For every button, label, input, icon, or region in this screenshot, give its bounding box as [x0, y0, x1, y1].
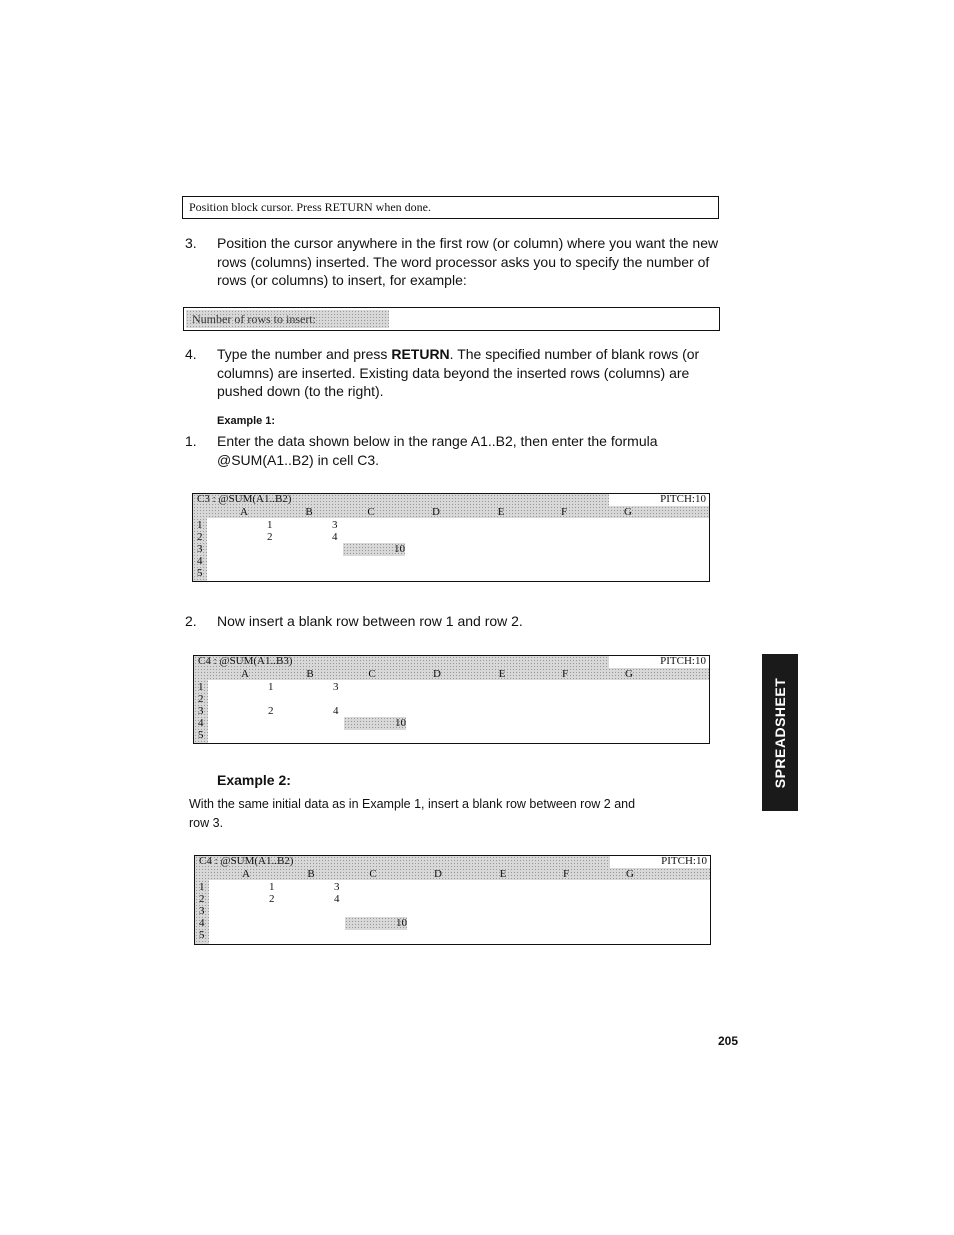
column-header: C: [368, 668, 376, 680]
example-2-description: [189, 795, 749, 833]
cell-value: 3: [334, 881, 340, 893]
cell-value: 4: [332, 531, 338, 543]
section-tab-label: SPREADSHEET: [772, 677, 788, 788]
step-3: [185, 234, 755, 290]
column-header: F: [562, 868, 570, 880]
column-header: B: [305, 506, 313, 518]
sheet-status-line: [193, 494, 609, 506]
step-number: 2.: [185, 613, 197, 629]
column-header: A: [240, 506, 248, 518]
row-header: 1: [197, 519, 203, 531]
sheet-status-line: [195, 856, 610, 868]
column-header: A: [241, 668, 249, 680]
column-header: D: [434, 868, 442, 880]
pitch-indicator: PITCH:10: [660, 493, 706, 505]
row-header: 5: [199, 929, 205, 941]
row-header: 2: [197, 531, 203, 543]
cell-value: 10: [396, 917, 407, 929]
cell-value: 1: [267, 519, 273, 531]
column-header: F: [560, 506, 568, 518]
row-header: 5: [197, 567, 203, 579]
pitch-indicator: PITCH:10: [661, 855, 707, 867]
step-line: Now insert a blank row between row 1 and row 2.: [217, 613, 523, 629]
row-header: 2: [199, 893, 205, 905]
row-header: 3: [197, 543, 203, 555]
column-header: D: [433, 668, 441, 680]
step-number: 1.: [185, 433, 197, 449]
cell-value: 4: [333, 705, 339, 717]
column-header: G: [624, 506, 632, 518]
column-header: D: [432, 506, 440, 518]
row-header: 2: [198, 693, 204, 705]
column-header-bar: [195, 868, 710, 880]
row-header: 4: [198, 717, 204, 729]
row-header: 4: [197, 555, 203, 567]
description-line: With the same initial data as in Example 1, insert a blank row between row 2 and: [189, 797, 636, 811]
step-3-line: rows (columns) inserted. The word processor asks you to specify the number of: [217, 253, 710, 270]
row-header-bar: [193, 518, 207, 581]
spreadsheet-example-2: [194, 855, 711, 945]
example-1-step-2: [185, 612, 755, 631]
step-4: [185, 345, 755, 401]
cell-value: 2: [267, 531, 273, 543]
example-2-heading: Example 2:: [217, 772, 291, 788]
column-header: E: [499, 868, 507, 880]
cell-value: 4: [334, 893, 340, 905]
prompt-box-block-cursor: [182, 196, 719, 219]
example-1-step-1: [185, 432, 755, 470]
cell-value: 1: [269, 881, 275, 893]
example-1-heading: Example 1:: [217, 415, 276, 427]
prompt-box-rows-to-insert: [183, 307, 720, 331]
cell-formula: C4 : @SUM(A1..B3): [198, 655, 293, 667]
column-header: E: [497, 506, 505, 518]
column-header: C: [369, 868, 377, 880]
prompt-highlight: [186, 310, 389, 328]
column-header: G: [626, 868, 634, 880]
column-header: E: [498, 668, 506, 680]
page-number: 205: [718, 1034, 739, 1048]
cell-formula: C4 : @SUM(A1..B2): [199, 855, 294, 867]
column-header: C: [367, 506, 375, 518]
row-header: 3: [199, 905, 205, 917]
step-number: 4.: [185, 346, 197, 362]
cell-value: 10: [394, 543, 405, 555]
sheet-status-line: [194, 656, 609, 668]
row-header-bar: [195, 880, 209, 944]
prompt-text: Position block cursor. Press RETURN when done.: [189, 200, 431, 214]
row-header: 4: [199, 917, 205, 929]
step-3-line: Position the cursor anywhere in the first row (or column) where you want the new: [217, 235, 719, 251]
step-4-text: Type the number and press: [217, 346, 392, 362]
column-header: B: [306, 668, 314, 680]
column-header-bar: [193, 506, 709, 518]
section-tab: [762, 654, 798, 811]
step-4-line: columns) are inserted. Existing data beyond the inserted rows (columns) are: [217, 364, 690, 381]
cell-value: 1: [268, 681, 274, 693]
step-line: @SUM(A1..B2) in cell C3.: [217, 451, 380, 468]
step-4-line: pushed down (to the right).: [217, 383, 384, 399]
prompt-text: Number of rows to insert:: [192, 312, 316, 326]
step-4-text: . The specified number of blank rows (or: [449, 346, 700, 362]
cell-value: 3: [332, 519, 338, 531]
cell-formula: C3 : @SUM(A1..B2): [197, 493, 292, 505]
cell-value: 3: [333, 681, 339, 693]
cell-value: 2: [268, 705, 274, 717]
step-3-line: rows (or columns) to insert, for example:: [217, 272, 467, 288]
spreadsheet-example-1: [192, 493, 710, 582]
spreadsheet-example-1-after: [193, 655, 710, 744]
row-header: 3: [198, 705, 204, 717]
column-header-bar: [194, 668, 709, 680]
column-header: F: [561, 668, 569, 680]
cell-value: 10: [395, 717, 406, 729]
column-header: A: [242, 868, 250, 880]
row-header-bar: [194, 680, 208, 743]
description-line: row 3.: [189, 816, 224, 830]
pitch-indicator: PITCH:10: [660, 655, 706, 667]
column-header: B: [307, 868, 315, 880]
step-number: 3.: [185, 235, 197, 251]
row-header: 1: [199, 881, 205, 893]
column-header: G: [625, 668, 633, 680]
row-header: 5: [198, 729, 204, 741]
step-line: Enter the data shown below in the range A1..B2, then enter the formula: [217, 433, 658, 449]
cell-value: 2: [269, 893, 275, 905]
return-key-label: RETURN: [391, 346, 450, 362]
row-header: 1: [198, 681, 204, 693]
